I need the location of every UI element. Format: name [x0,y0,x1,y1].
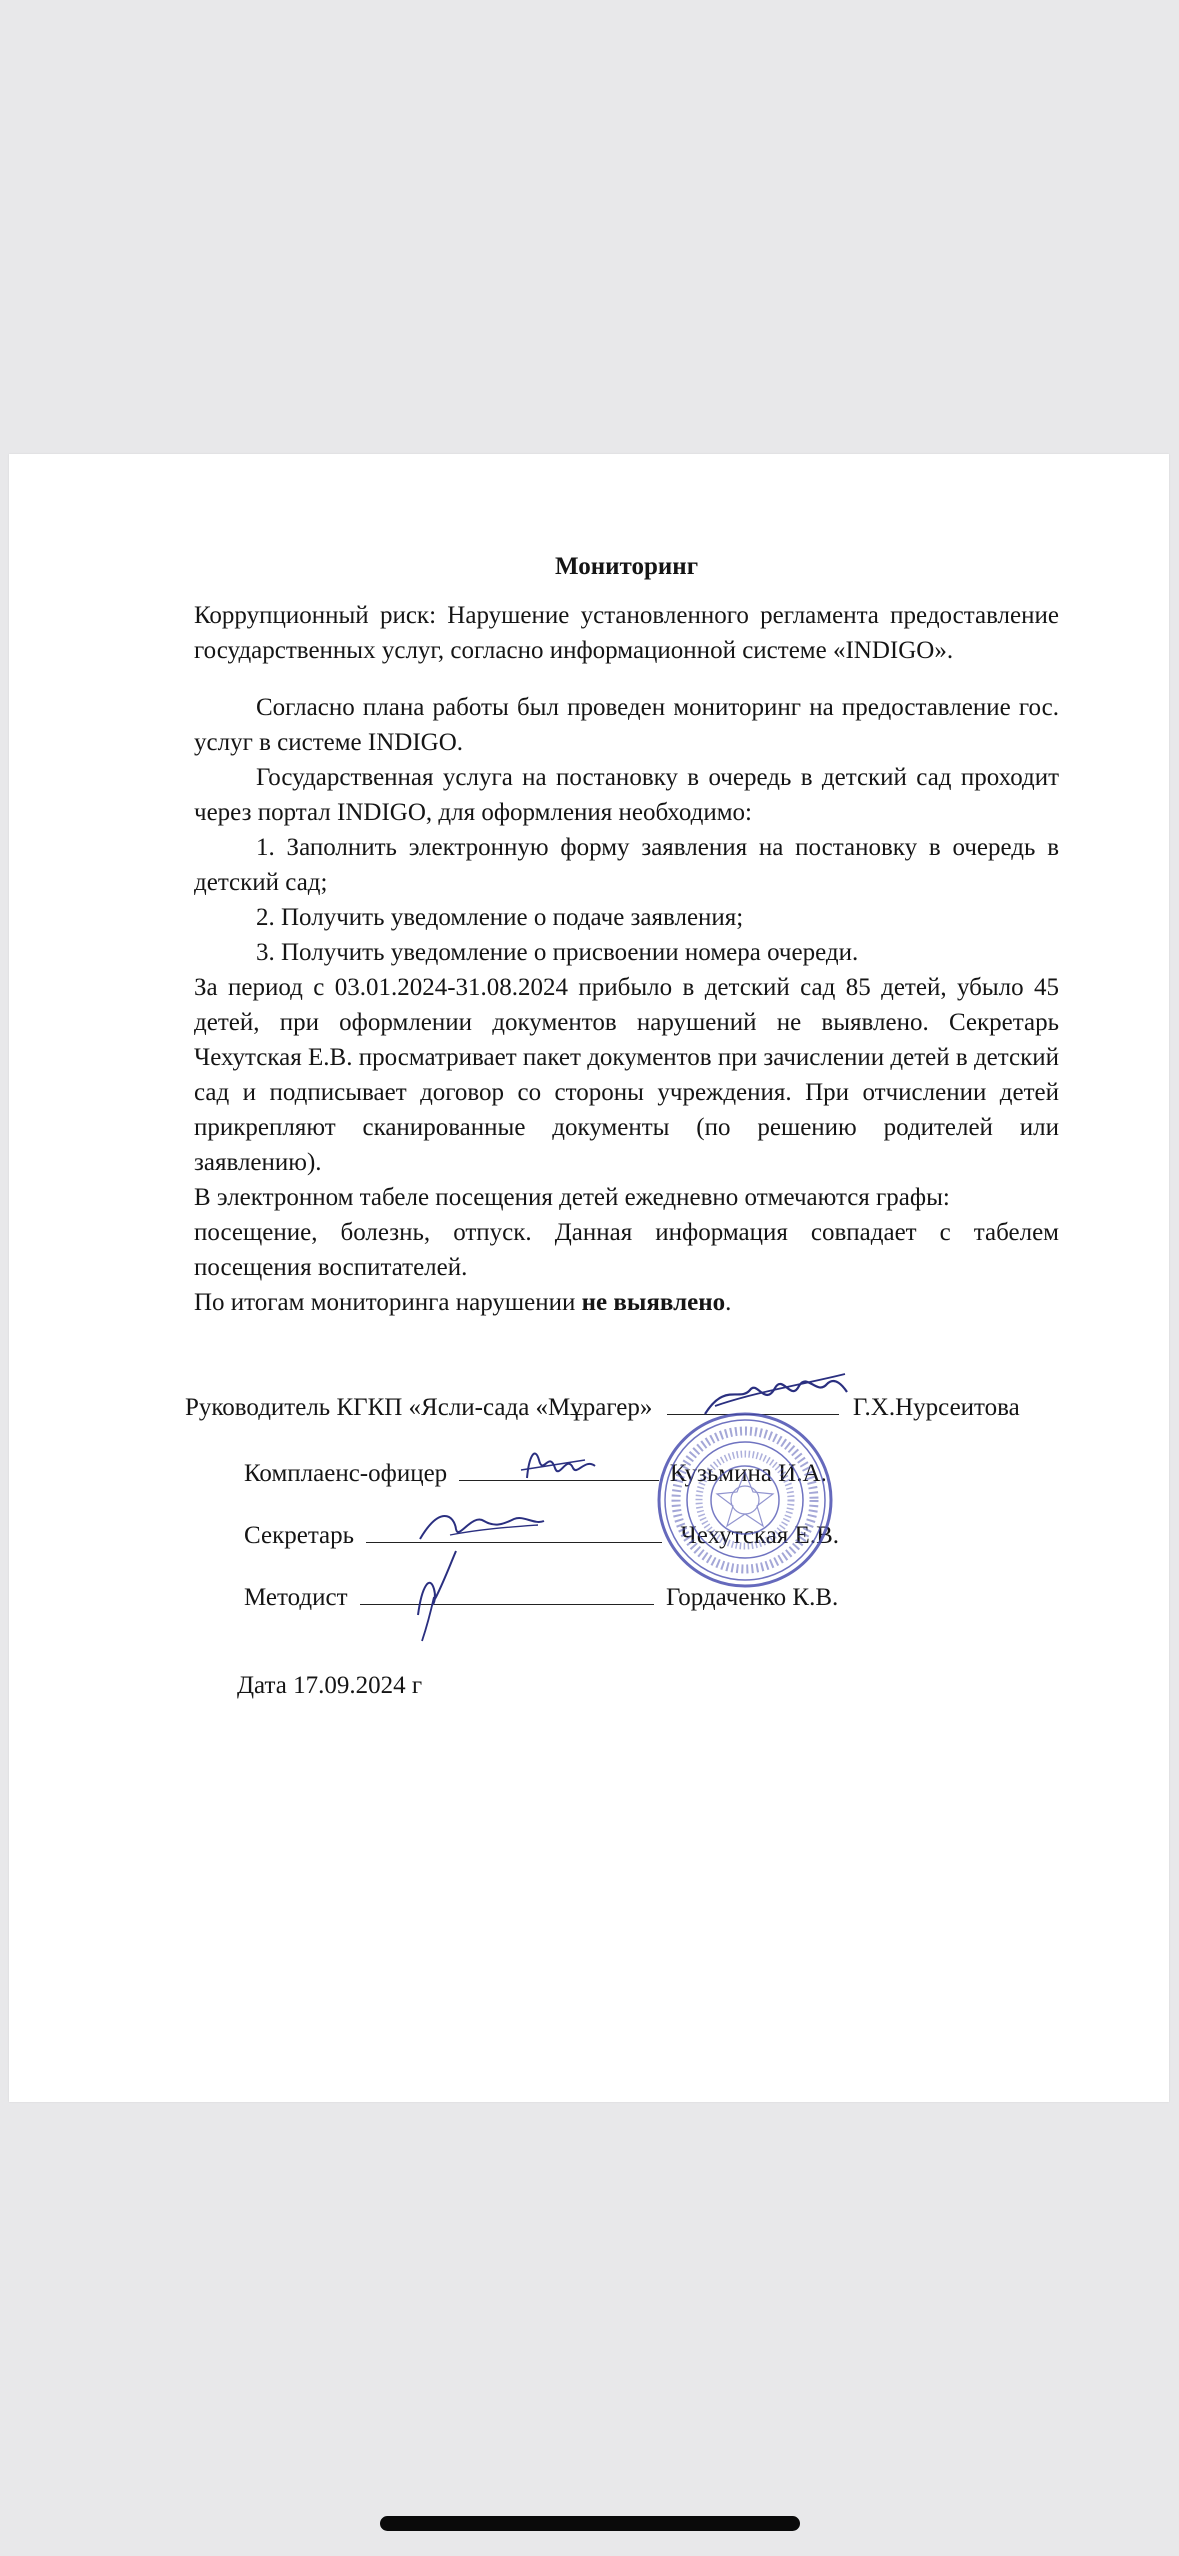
paragraph-attendance-cont: посещение, болезнь, отпуск. Данная информация совпадает с табелем посещения воспитателей. [194,1219,1059,1281]
methodist-label: Методист [244,1584,348,1611]
secretary-name: Чехутская Е.В. [680,1522,839,1549]
list-item-2: 2. Получить уведомление о подаче заявления; [256,904,744,931]
compliance-name: Кузьмина И.А. [669,1460,827,1487]
methodist-signature-icon [400,1545,470,1645]
secretary-label: Секретарь [244,1522,355,1549]
methodist-name: Гордаченко К.В. [666,1584,839,1611]
conclusion-suffix: . [725,1289,732,1316]
date-row [237,1672,422,1700]
director-label: Руководитель КГКП «Ясли-сада «Мұрагер» [185,1394,653,1421]
document-body [194,549,1059,1320]
document-title: Мониторинг [554,553,699,580]
document-date: Дата 17.09.2024 г [237,1672,423,1699]
signatures-section [185,1380,1085,1740]
compliance-label: Комплаенс-офицер [244,1460,448,1487]
paragraph-attendance: В электронном табеле посещения детей ежедневно отмечаются графы: [194,1184,950,1211]
compliance-signature-icon [515,1438,605,1498]
paragraph-conclusion [194,1285,1059,1320]
paragraph-period: За период с 03.01.2024-31.08.2024 прибыло в детский сад 85 детей, убыло 45 детей, при оформлении документов нарушений не выявлено. Секретарь Чехутская Е.В. просматривает пакет документов при зачислении детей в детский сад и подписывает договор со стороны учреждения. При отчислении детей прикрепляют сканированные документы (по решению родителей или заявлению). [194,974,1059,1176]
secretary-signature-icon [410,1495,550,1550]
document-page [9,454,1169,2102]
home-indicator-bar[interactable] [380,2516,800,2531]
official-stamp-icon [655,1410,835,1590]
risk-paragraph: Коррупционный риск: Нарушение установленного регламента предоставление государственных услуг, согласно информационной системе «INDIGO». [194,602,1059,664]
conclusion-result: не выявлено [581,1289,726,1316]
conclusion-prefix: По итогам мониторинга нарушении [194,1289,582,1316]
paragraph-intro: Согласно плана работы был проведен мониторинг на предоставление гос. услуг в системе INDIGO. [194,694,1059,756]
paragraph-service: Государственная услуга на постановку в очередь в детский сад проходит через портал INDIGO, для оформления необходимо: [194,764,1059,826]
director-signature-icon [695,1362,855,1432]
list-item-3: 3. Получить уведомление о присвоении номера очереди. [256,939,859,966]
spacer [194,668,1059,690]
list-item-1: 1. Заполнить электронную форму заявления на постановку в очередь в детский сад; [194,834,1059,896]
director-name: Г.Х.Нурсеитова [852,1394,1020,1421]
director-signature-row [185,1392,1020,1422]
